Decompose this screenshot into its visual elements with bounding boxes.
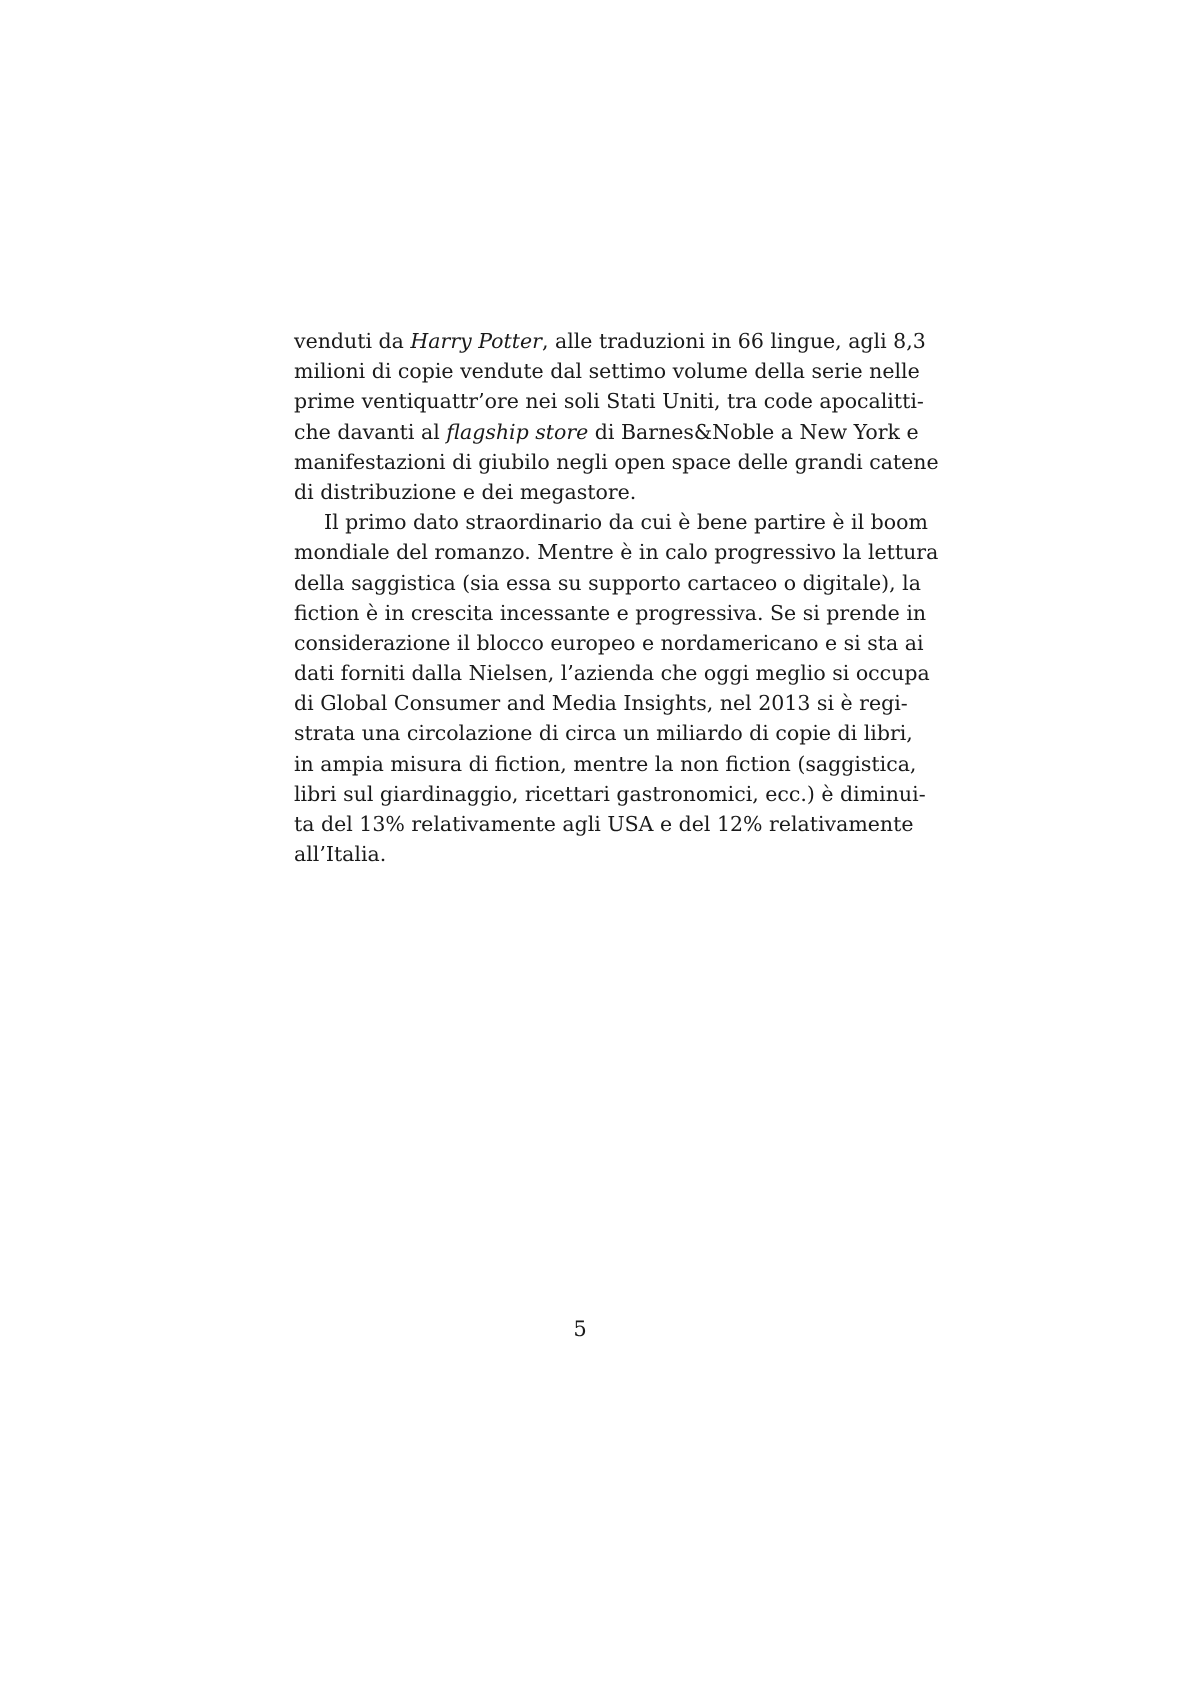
- paragraph-2: [294, 507, 939, 869]
- text-line: Il primo dato straordinario da cui è bene partire è il boom: [324, 510, 928, 535]
- text-line: milioni di copie vendute dal settimo volume della serie nelle: [294, 359, 920, 384]
- text-line: di Global Consumer and Media Insights, nel 2013 si è regi-: [294, 691, 908, 716]
- text-line: ta del 13% relativamente agli USA e del 12% relativamente: [294, 812, 914, 836]
- text-segment: , alle traduzioni in 66 lingue, agli 8,3: [541, 329, 926, 353]
- text-line: [294, 417, 919, 447]
- text-line: di distribuzione e dei megastore.: [294, 479, 637, 504]
- page-number: 5: [573, 1317, 587, 1341]
- text-line: dati forniti dalla Nielsen, l’azienda che oggi meglio si occupa: [294, 661, 930, 686]
- text-line: manifestazioni di giubilo negli open space delle grandi catene: [294, 449, 939, 474]
- text-line: in ampia misura di fiction, mentre la non fiction (saggistica,: [294, 751, 917, 776]
- text-line: prime ventiquattr’ore nei soli Stati Uniti, tra code apocalitti-: [294, 389, 924, 414]
- text-line: della saggistica (sia essa su supporto cartaceo o digitale), la: [294, 570, 921, 595]
- text-line: all’Italia.: [294, 842, 387, 867]
- body-text: [294, 326, 939, 869]
- text-segment: che davanti al: [294, 419, 447, 444]
- text-line: [294, 326, 926, 356]
- italic-title: Harry Potter: [410, 329, 542, 353]
- text-segment: di Barnes&Noble a New York e: [588, 419, 919, 444]
- text-segment: venduti da: [294, 329, 411, 353]
- text-line: strata una circolazione di circa un miliardo di copie di libri,: [294, 721, 913, 746]
- italic-term: flagship store: [446, 419, 589, 444]
- text-line: fiction è in crescita incessante e progressiva. Se si prende in: [294, 600, 927, 625]
- text-line: libri sul giardinaggio, ricettari gastronomici, ecc.) è diminui-: [294, 781, 926, 806]
- text-line: considerazione il blocco europeo e nordamericano e si sta ai: [294, 630, 924, 655]
- paragraph-1: [294, 326, 939, 507]
- text-line: mondiale del romanzo. Mentre è in calo progressivo la lettura: [294, 540, 939, 565]
